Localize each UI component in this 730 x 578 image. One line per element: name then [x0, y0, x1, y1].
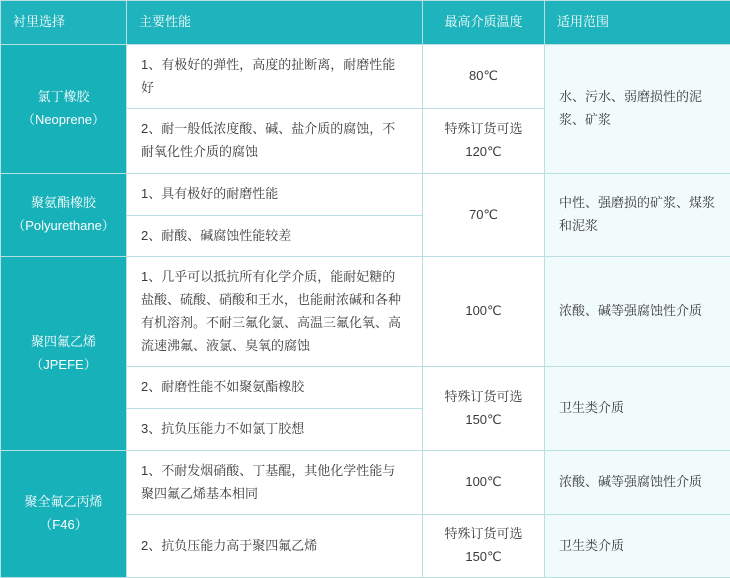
- temperature-cell: [423, 173, 545, 257]
- performance-cell: 1、有极好的弹性，高度的扯断离，耐磨性能好: [127, 44, 423, 109]
- header-application-scope: 适用范围: [545, 1, 730, 45]
- temperature-value: 80℃: [429, 65, 538, 88]
- performance-cell: 2、耐磨性能不如聚氨酯橡胶: [127, 367, 423, 409]
- temperature-value: 100℃: [429, 471, 538, 494]
- category-subname: （Neoprene）: [7, 109, 120, 132]
- temperature-cell: [423, 515, 545, 578]
- temperature-cell: [423, 257, 545, 367]
- temperature-value: 120℃: [429, 141, 538, 164]
- table-row: [1, 173, 730, 215]
- performance-cell: 2、耐酸、碱腐蚀性能较差: [127, 215, 423, 257]
- category-name: 氯丁橡胶: [7, 86, 120, 109]
- category-subname: （Polyurethane）: [7, 215, 120, 238]
- performance-cell: 2、耐一般低浓度酸、碱、盐介质的腐蚀，不耐氧化性介质的腐蚀: [127, 109, 423, 174]
- temperature-value: 150℃: [429, 546, 538, 569]
- category-name: 聚四氟乙烯: [7, 331, 120, 354]
- performance-cell: 2、抗负压能力高于聚四氟乙烯: [127, 515, 423, 578]
- temperature-value: 150℃: [429, 409, 538, 432]
- performance-cell: 1、不耐发烟硝酸、丁基醌，其他化学性能与聚四氟乙烯基本相同: [127, 450, 423, 515]
- header-main-performance: 主要性能: [127, 1, 423, 45]
- table-body: [1, 44, 730, 577]
- category-cell-ptfe: [1, 257, 127, 451]
- scope-cell: 卫生类介质: [545, 367, 730, 451]
- temperature-note: 特殊订货可选: [429, 118, 538, 141]
- table-row: [1, 44, 730, 109]
- category-subname: （JPEFE）: [7, 354, 120, 377]
- category-name: 聚全氟乙丙烯: [7, 491, 120, 514]
- temperature-value: 100℃: [429, 300, 538, 323]
- category-cell-polyurethane: [1, 173, 127, 257]
- temperature-cell: [423, 367, 545, 451]
- scope-cell: 卫生类介质: [545, 515, 730, 578]
- category-subname: （F46）: [7, 514, 120, 537]
- header-row: [1, 1, 730, 45]
- table-row: [1, 450, 730, 515]
- temperature-cell: [423, 450, 545, 515]
- header-lining-selection: 衬里选择: [1, 1, 127, 45]
- temperature-note: 特殊订货可选: [429, 386, 538, 409]
- scope-cell: 中性、强磨损的矿浆、煤浆和泥浆: [545, 173, 730, 257]
- category-name: 聚氨酯橡胶: [7, 192, 120, 215]
- temperature-value: 70℃: [429, 204, 538, 227]
- table-row: [1, 257, 730, 367]
- scope-cell: 浓酸、碱等强腐蚀性介质: [545, 257, 730, 367]
- category-cell-fep: [1, 450, 127, 577]
- performance-cell: 1、几乎可以抵抗所有化学介质，能耐妃糖的盐酸、硫酸、硝酸和王水，也能耐浓碱和各种有机溶剂。不耐三氟化氯、高温三氟化氧、高流速沸氟、液氯、臭氧的腐蚀: [127, 257, 423, 367]
- temperature-cell: [423, 109, 545, 174]
- temperature-note: 特殊订货可选: [429, 523, 538, 546]
- header-max-temperature: 最高介质温度: [423, 1, 545, 45]
- scope-cell: 水、污水、弱磨损性的泥浆、矿浆: [545, 44, 730, 173]
- category-cell-neoprene: [1, 44, 127, 173]
- temperature-cell: [423, 44, 545, 109]
- table-header: [1, 1, 730, 45]
- performance-cell: 1、具有极好的耐磨性能: [127, 173, 423, 215]
- performance-cell: 3、抗负压能力不如氯丁胶想: [127, 409, 423, 451]
- scope-cell: 浓酸、碱等强腐蚀性介质: [545, 450, 730, 515]
